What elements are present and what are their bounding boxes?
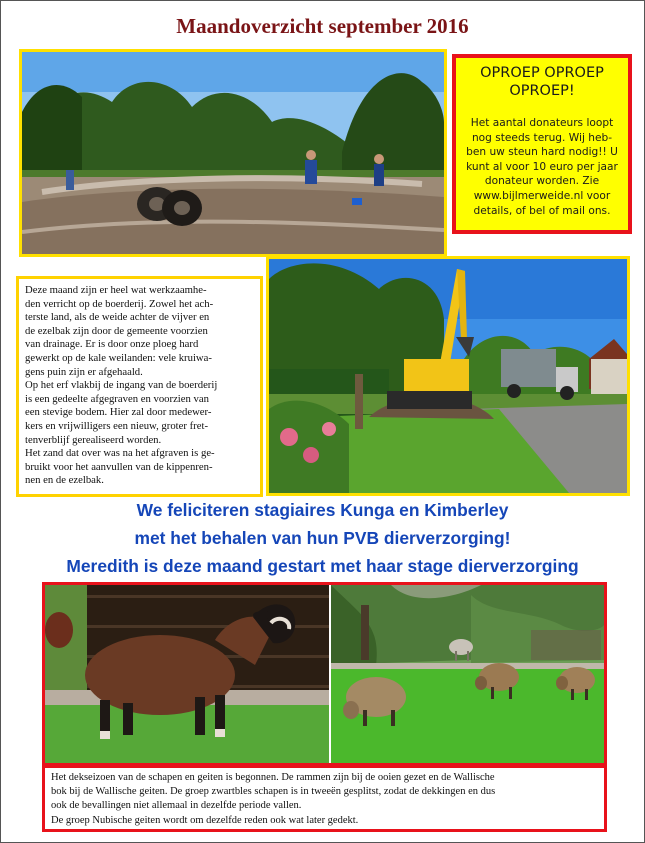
farm-work-line: tenverblijf gerealiseerd worden. [25, 433, 162, 446]
breeding-line: bok bij de Wallische geiten. De groep zwartbles schapen is in tweeën gesplitst, zodat de dekkingen en dus [51, 786, 496, 798]
farm-work-line: nen en de ezelbak. [25, 474, 104, 487]
farm-work-line: den verricht op de boerderij. Zowel het ach- [25, 297, 214, 310]
breeding-season-text-box [42, 765, 607, 832]
breeding-line: Het dekseizoen van de schapen en geiten is begonnen. De rammen zijn bij de ooien gezet en de Wallische [51, 772, 495, 783]
photo-ram-portrait [45, 585, 329, 763]
farm-work-line: kers en vrijwilligers een nieuw, groter fret- [25, 419, 209, 432]
farm-work-line: bruikt voor het aanvullen van de kippenren- [25, 460, 213, 473]
photo-field-drainage [19, 49, 447, 257]
farm-work-line: is een gedeelte afgegraven en voorzien van [25, 392, 209, 405]
farm-work-line: gewerkt op de kale weilanden: vele kruiwa- [25, 351, 212, 364]
page-title: Maandoverzicht september 2016 [176, 14, 469, 38]
breeding-line: ook de bevallingen niet allemaal in dezelfde periode vallen. [51, 800, 302, 812]
appeal-heading [456, 64, 628, 100]
farm-work-text [25, 284, 257, 488]
field-drainage-image [22, 52, 444, 254]
farm-work-line: Op het erf vlakbij de ingang van de boerderij [25, 379, 218, 392]
farm-work-line: de ezelbak zijn door de gemeente voorzien [25, 324, 208, 337]
photo-excavator-yard [266, 256, 630, 496]
breeding-season-text [51, 771, 601, 828]
breeding-line: De groep Nubische geiten wordt om dezelfde reden ook wat later gedekt. [51, 814, 359, 826]
ram-portrait-image [45, 585, 329, 763]
farm-work-text-box [16, 276, 263, 497]
excavator-yard-image [269, 259, 627, 493]
congrats-line3: Meredith is deze maand gestart met haar stage dierverzorging [66, 556, 579, 576]
photo-sheep-grazing [331, 585, 604, 763]
farm-work-line: gens puin zijn er afgehaald. [25, 365, 143, 378]
appeal-heading-line1: OPROEP OPROEP [480, 65, 604, 81]
appeal-body: Het aantal donateurs loopt nog steeds terug. Wij heb-ben uw steun hard nodig!! U kunt al voor 10 euro per jaar donateur worden. Zie www.bijlmerweide.nl voor details, of bel of mail ons. [466, 117, 618, 217]
farm-work-line: terste land, als de weide achter de vijver en [25, 311, 210, 324]
farm-work-line: Het zand dat over was na het afgraven is ge- [25, 447, 215, 460]
congrats-line1: We feliciteren stagiaires Kunga en Kimberley [136, 500, 509, 520]
sheep-photo-frame [42, 582, 607, 766]
farm-work-line: van drainage. Er is door onze ploeg hard [25, 338, 199, 351]
sheep-grazing-image [331, 585, 604, 763]
appeal-heading-line2: OPROEP! [509, 83, 575, 99]
donation-appeal-box [452, 54, 632, 234]
congrats-line2: met het behalen van hun PVB dierverzorging! [134, 528, 511, 548]
farm-work-line: Deze maand zijn er heel wat werkzaamhe- [25, 284, 207, 296]
farm-work-line: een stevige bodem. Hier zal door medewer- [25, 406, 212, 419]
